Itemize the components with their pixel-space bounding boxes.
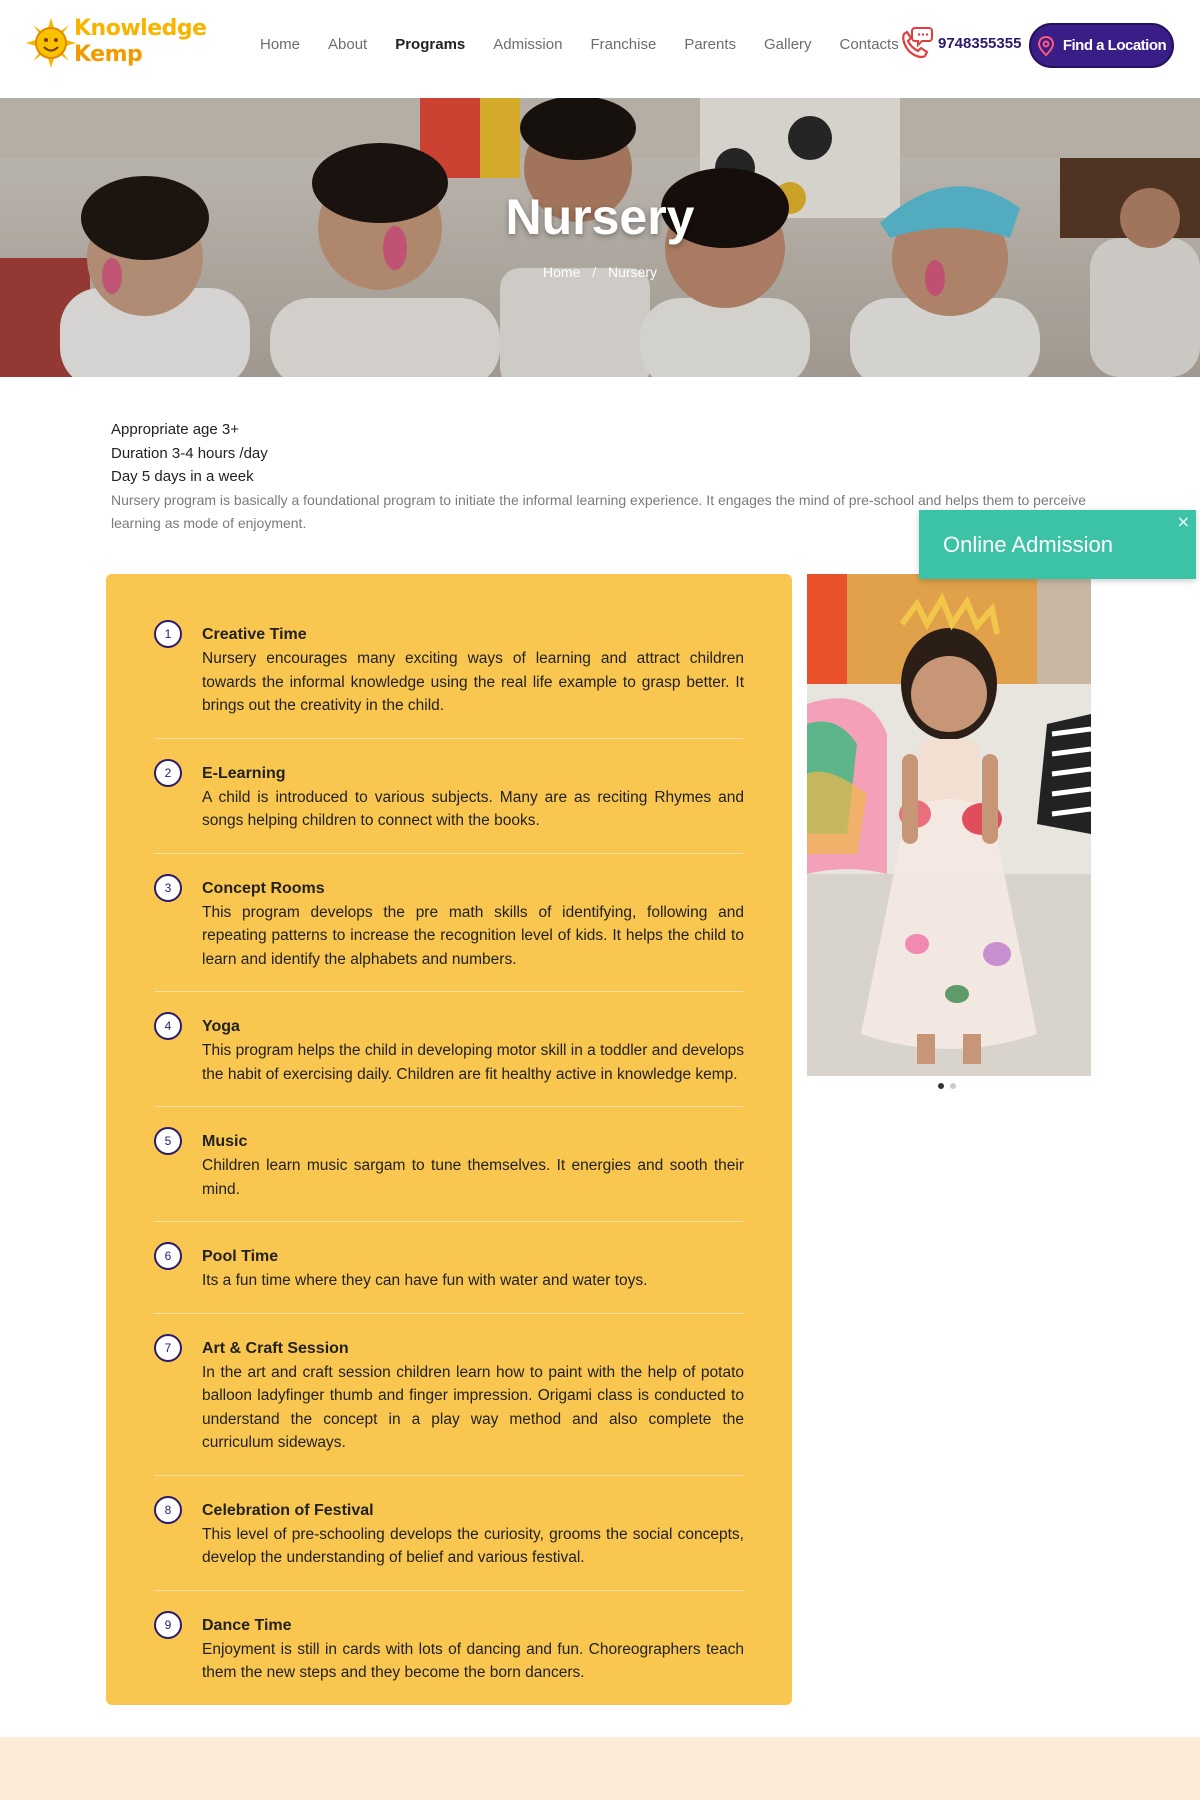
carousel-dot[interactable] <box>938 1083 944 1089</box>
activity-number: 9 <box>154 1611 182 1639</box>
activity-number: 5 <box>154 1127 182 1155</box>
nav-about[interactable]: About <box>328 36 368 53</box>
activity-number: 1 <box>154 620 182 648</box>
program-description: Nursery program is basically a foundational program to initiate the informal learning experience. It engages the mind of pre-school and helps them to perceive learning as mode of enjoyment. <box>111 491 1087 531</box>
online-admission-popup[interactable] <box>919 510 1196 579</box>
hero-banner <box>0 98 1200 377</box>
online-admission-title: Online Admission <box>943 532 1113 557</box>
activity-item <box>154 1107 744 1222</box>
activity-item <box>154 992 744 1107</box>
activity-title: Music <box>202 1133 248 1150</box>
child-photo <box>807 574 1091 1076</box>
activity-number: 8 <box>154 1496 182 1524</box>
activity-item <box>154 1222 744 1314</box>
activity-number: 6 <box>154 1242 182 1270</box>
activity-description: This program develops the pre math skills of identifying, following and repeating patterns to increase the recognition level of kids. It helps the child to learn and identify the alphabets and numbers. <box>202 903 744 968</box>
nav-parents[interactable]: Parents <box>684 36 737 53</box>
nav-contacts[interactable]: Contacts <box>839 36 899 53</box>
breadcrumb-separator: / <box>592 264 597 280</box>
activity-description: This program helps the child in developing motor skill in a toddler and develops the habit of exercising daily. Children are fit healthy active in knowledge kemp. <box>202 1042 744 1083</box>
nav-home[interactable]: Home <box>260 36 301 53</box>
phone-number: 9748355355 <box>938 35 1022 52</box>
activity-title: Celebration of Festival <box>202 1501 374 1519</box>
activity-description: Children learn music sargam to tune themselves. It energies and sooth their mind. <box>202 1157 744 1198</box>
activities-card <box>106 574 792 1705</box>
activity-number: 3 <box>154 874 182 902</box>
carousel-photo[interactable] <box>807 574 1091 1076</box>
activity-item <box>154 854 744 993</box>
activity-description: In the art and craft session children learn how to paint with the help of potato balloon ladyfinger thumb and finger impression. Origami class is conducted to understand the concept in a play way method and also complete the curriculum sideways. <box>202 1363 744 1451</box>
sun-logo-icon <box>26 18 76 68</box>
nav-programs-label: Programs <box>395 36 466 53</box>
activity-number: 2 <box>154 759 182 787</box>
brand-logo[interactable] <box>26 14 207 76</box>
page-title: Nursery <box>505 189 695 245</box>
activity-title: Dance Time <box>202 1616 292 1634</box>
carousel-dot[interactable] <box>950 1083 956 1089</box>
location-pin-icon <box>1037 36 1055 56</box>
phone-contact[interactable] <box>896 24 1026 64</box>
activity-description: Its a fun time where they can have fun with water and water toys. <box>202 1272 648 1289</box>
activity-item <box>154 620 744 739</box>
site-header <box>0 0 1200 98</box>
duration-info: Duration 3-4 hours /day <box>111 444 268 462</box>
breadcrumb <box>0 264 1200 280</box>
activity-description: Enjoyment is still in cards with lots of dancing and fun. Choreographers teach them the new steps and they become the born dancers. <box>202 1640 744 1681</box>
breadcrumb-current: Nursery <box>608 264 658 280</box>
activity-title: Art & Craft Session <box>202 1339 349 1357</box>
activity-item <box>154 1591 744 1685</box>
nav-franchise[interactable]: Franchise <box>590 36 657 53</box>
nav-programs[interactable] <box>381 34 479 56</box>
find-location-button[interactable] <box>1029 23 1174 68</box>
activity-title: Yoga <box>202 1018 240 1035</box>
main-nav <box>246 34 913 56</box>
activity-number: 4 <box>154 1012 182 1040</box>
footer-band <box>0 1737 1200 1800</box>
activity-title: Concept Rooms <box>202 879 325 897</box>
carousel-dots <box>938 1083 956 1089</box>
nav-gallery[interactable]: Gallery <box>764 36 812 53</box>
nav-admission[interactable]: Admission <box>493 36 563 53</box>
activity-description: Nursery encourages many exciting ways of learning and attract children towards the informal knowledge using the real life example to grasp better. It brings out the creativity in the child. <box>202 650 744 714</box>
phone-chat-icon <box>896 24 934 62</box>
activity-title: Creative Time <box>202 626 307 643</box>
activity-description: This level of pre-schooling develops the curiosity, grooms the social concepts, develop the understanding of belief and various festival. <box>202 1525 744 1566</box>
brand-name-line2: Kemp <box>74 42 143 67</box>
age-info: Appropriate age 3+ <box>111 421 240 438</box>
close-icon[interactable]: × <box>1176 512 1190 531</box>
activity-number: 7 <box>154 1334 182 1362</box>
activity-item <box>154 1476 744 1591</box>
activity-item <box>154 1314 744 1476</box>
activity-title: Pool Time <box>202 1248 279 1265</box>
activity-description: A child is introduced to various subjects. Many are as reciting Rhymes and songs helping children to connect with the books. <box>202 788 744 829</box>
days-info: Day 5 days in a week <box>111 468 254 485</box>
brand-name-line1: Knowledge <box>74 16 207 41</box>
activities-list <box>154 620 744 1685</box>
breadcrumb-home[interactable]: Home <box>542 264 581 280</box>
activity-item <box>154 739 744 854</box>
find-location-label: Find a Location <box>1062 37 1167 54</box>
activity-title: E-Learning <box>202 764 286 782</box>
